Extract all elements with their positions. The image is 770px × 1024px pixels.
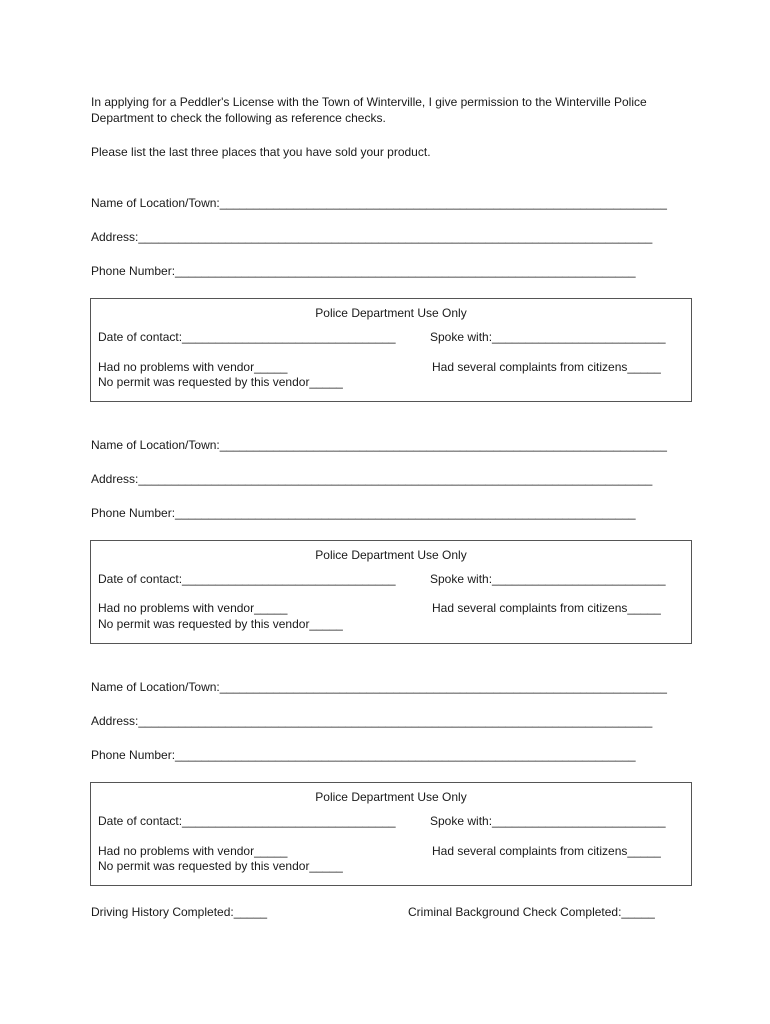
police-box-heading: Police Department Use Only xyxy=(315,306,467,320)
complaints-field-1[interactable]: Had several complaints from citizens_____ xyxy=(432,360,661,374)
police-box-heading: Police Department Use Only xyxy=(315,790,467,804)
police-box-2 xyxy=(90,540,692,644)
complaints-field-2[interactable]: Had several complaints from citizens_____ xyxy=(432,601,661,615)
date-contact-field-1[interactable]: Date of contact:________________________________ xyxy=(98,330,396,344)
no-permit-field-2[interactable]: No permit was requested by this vendor_____ xyxy=(98,617,343,631)
spoke-with-field-2[interactable]: Spoke with:__________________________ xyxy=(430,572,666,586)
location-field-1[interactable]: Name of Location/Town:___________________________________________________________________ xyxy=(91,196,667,210)
phone-field-1[interactable]: Phone Number:_____________________________________________________________________ xyxy=(91,264,636,278)
location-field-2[interactable]: Name of Location/Town:___________________________________________________________________ xyxy=(91,438,667,452)
driving-history-field[interactable]: Driving History Completed:_____ xyxy=(91,905,268,919)
police-box-heading: Police Department Use Only xyxy=(315,548,467,562)
spoke-with-field-3[interactable]: Spoke with:__________________________ xyxy=(430,814,666,828)
no-problems-field-3[interactable]: Had no problems with vendor_____ xyxy=(98,844,288,858)
date-contact-field-2[interactable]: Date of contact:________________________________ xyxy=(98,572,396,586)
date-contact-field-3[interactable]: Date of contact:________________________________ xyxy=(98,814,396,828)
police-box-3 xyxy=(90,782,692,886)
location-field-3[interactable]: Name of Location/Town:___________________________________________________________________ xyxy=(91,680,667,694)
phone-field-3[interactable]: Phone Number:_____________________________________________________________________ xyxy=(91,748,636,762)
no-permit-field-1[interactable]: No permit was requested by this vendor_____ xyxy=(98,375,343,389)
phone-field-2[interactable]: Phone Number:_____________________________________________________________________ xyxy=(91,506,636,520)
address-field-1[interactable]: Address:_____________________________________________________________________________ xyxy=(91,230,653,244)
complaints-field-3[interactable]: Had several complaints from citizens_____ xyxy=(432,844,661,858)
instruction-text: Please list the last three places that you have sold your product. xyxy=(91,145,431,159)
intro-paragraph: In applying for a Peddler's License with the Town of Winterville, I give permission to the Winterville Police Department to check the following as reference checks. xyxy=(91,95,647,125)
no-problems-field-1[interactable]: Had no problems with vendor_____ xyxy=(98,360,288,374)
address-field-3[interactable]: Address:_____________________________________________________________________________ xyxy=(91,714,653,728)
no-problems-field-2[interactable]: Had no problems with vendor_____ xyxy=(98,601,288,615)
criminal-background-field[interactable]: Criminal Background Check Completed:_____ xyxy=(408,905,655,919)
police-box-1 xyxy=(90,298,692,402)
address-field-2[interactable]: Address:_____________________________________________________________________________ xyxy=(91,472,653,486)
spoke-with-field-1[interactable]: Spoke with:__________________________ xyxy=(430,330,666,344)
no-permit-field-3[interactable]: No permit was requested by this vendor_____ xyxy=(98,859,343,873)
